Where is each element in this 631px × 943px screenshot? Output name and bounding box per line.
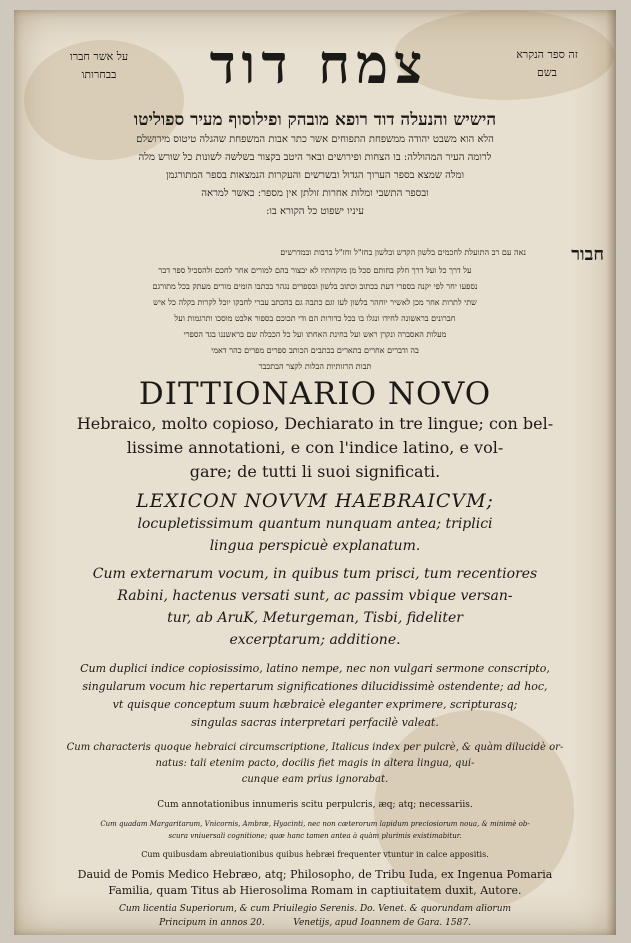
header-pre-right: זה ספר הנקרא bbox=[516, 48, 578, 61]
latin-body-line: singularum vocum hic repertarum significationes dilucidissimè ostendente; ad hoc, bbox=[82, 680, 548, 693]
header-pre-left: על אשר חברו bbox=[69, 50, 129, 63]
hebrew-body-heading: חבור bbox=[571, 244, 604, 265]
hebrew-body-line: מעלות האסברה ונקרן ראש ועל בחינת האחתו ועל כל הכבלה שם בראשננו בגד הספרי bbox=[183, 330, 447, 339]
hebrew-intro-line: ובספר התשבי ומלות אחרות זולתן אין מספר: כאשר למראה bbox=[201, 188, 429, 199]
hebrew-body-line: נספעו יחר לפי יקנה בספרי דעת בכתוב וכתוב בלשון ובספרים נגהר בכתבו הומים מורים מעתק בכל מתורגם bbox=[152, 282, 478, 291]
hebrew-intro-line: עיניו ישפוט כל הקורא בו: bbox=[266, 206, 364, 217]
hebrew-body-line: בה ודברים אחרים בתארים בכתבים הכותב ספרים מפרים כהר דאמי bbox=[211, 346, 419, 355]
hebrew-body-line: תבות הרזותיות הבלות לקצר הבתכבר bbox=[258, 362, 372, 371]
latin-subtitle-line: locupletissimum quantum nunquam antea; triplici bbox=[137, 516, 493, 532]
margarite-line: scura vniuersali cognitione; quæ hanc tamen antea à quàm plurimis existimabitur. bbox=[168, 832, 462, 840]
latin-body-line: Cum characteris quoque hebraici circumscriptione, Italicus index per pulcrè, & quàm dilucidè or- bbox=[66, 742, 564, 753]
hebrew-body-line: על דרך כל ועל דרך חלק בחותם סכל מן מוקדותיו לא יבצור בהם למורים אחר לחכם ולהסכיל ספר דבר bbox=[158, 266, 472, 275]
latin-body-line: vt quisque conceptum suum hæbraicè eleganter exprimere, scripturasq; bbox=[112, 698, 518, 711]
hebrew-body-line: חברונים בראשונה לחידו ונגלו בו בכל כדורות הם ודי תכוכם בספור אלבט מוסכו ותרגמות ועל bbox=[174, 314, 456, 323]
annotation-line: Cum annotationibus innumeris scitu perpulcris, æq; atq; necessariis. bbox=[157, 800, 473, 810]
latin-title: LEXICON NOVVM HAEBRAICVM; bbox=[136, 490, 494, 512]
italian-title: DITTIONARIO NOVO bbox=[138, 376, 492, 412]
hebrew-intro-line: לרומה העיר המהוללה: בו הצחות ופירושים ובאר היטב בקצור בשלשה לשונות כל שורש מלה bbox=[138, 152, 492, 163]
italian-subtitle-line: gare; de tutti li suoi significati. bbox=[189, 462, 441, 481]
imprint-line: Principum in annos 20. Venetijs, apud Ioannem de Gara. 1587. bbox=[159, 918, 471, 928]
latin-body-line: cunque eam prius ignorabat. bbox=[241, 774, 389, 785]
latin-body-line: Rabini, hactenus versati sunt, ac passim vbique versan- bbox=[117, 588, 513, 604]
latin-body-line: singulas sacras interpretari perfacilè valeat. bbox=[191, 716, 439, 729]
license-line: Cum licentia Superiorum, & cum Priuilegio Serenis. Do. Venet. & quorundam aliorum bbox=[118, 904, 512, 914]
header-pre-left-2: בבחרותו bbox=[81, 68, 117, 81]
latin-body-line: Cum duplici indice copiosissimo, latino nempe, nec non vulgari sermone conscripto, bbox=[80, 662, 550, 675]
main-hebrew-title: צמח דוד bbox=[209, 32, 429, 96]
header-pre-right-2: בשם bbox=[537, 66, 557, 79]
latin-body-line: tur, ab AruK, Meturgeman, Tisbi, fideliter bbox=[167, 610, 463, 626]
title-page bbox=[14, 10, 616, 935]
hebrew-intro-line: הישיש והנעלה דוד רופא מובהק ופילוסוף מעיר ספוליטו bbox=[133, 110, 497, 130]
latin-body-line: Cum externarum vocum, in quibus tum prisci, tum recentiores bbox=[92, 566, 538, 582]
abbreviation-line: Cum quibusdam abreuiationibus quibus hebræi frequenter vtuntur in calce appositis. bbox=[141, 850, 489, 859]
italian-subtitle-line: lissime annotationi, e con l'indice latino, e vol- bbox=[126, 438, 504, 457]
author-line: Familia, quam Titus ab Hierosolima Romam in captiuitatem duxit, Autore. bbox=[108, 884, 522, 897]
hebrew-body-line: שתי לתרות אחר מכן לאשיר יוחהר בלשון לעז וגם כתבה גם בהכתב עברי לחבקו יוכל לקרות בקלה כל איש bbox=[153, 298, 477, 307]
latin-body-line: excerptarum; additione. bbox=[229, 632, 401, 648]
author-line: Dauid de Pomis Medico Hebræo, atq; Philosopho, de Tribu Iuda, ex Ingenua Pomaria bbox=[77, 868, 553, 881]
italian-subtitle-line: Hebraico, molto copioso, Dechiarato in tre lingue; con bel- bbox=[76, 414, 554, 433]
margarite-line: Cum quadam Margaritarum, Vnicornis, Ambræ, Hyacinti, nec non cæterorum lapidum preciosiorum noua, & minimè ob- bbox=[100, 820, 530, 828]
hebrew-intro-line: ומלה שמצא בספר הערוך הגדול ובשרשים והעקרות הנמצאות בספר המתורגמן bbox=[165, 170, 465, 181]
hebrew-body-line: נאה עם רב התועלת לחכמים בלשון הקדש ובלשון בחז"ל וחז"ל ברבות ובמדרשים bbox=[280, 248, 526, 257]
latin-body-line: natus: tali etenim pacto, docilis fiet magis in altera lingua, qui- bbox=[155, 758, 475, 769]
hebrew-intro-line: הלא הוא משבט יהודה ממשפחת התפוחים אשר כתר אבות המשפחת שהגלה טיטוס מירושלם bbox=[136, 134, 494, 145]
latin-subtitle-line: lingua perspicuè explanatum. bbox=[209, 538, 421, 554]
